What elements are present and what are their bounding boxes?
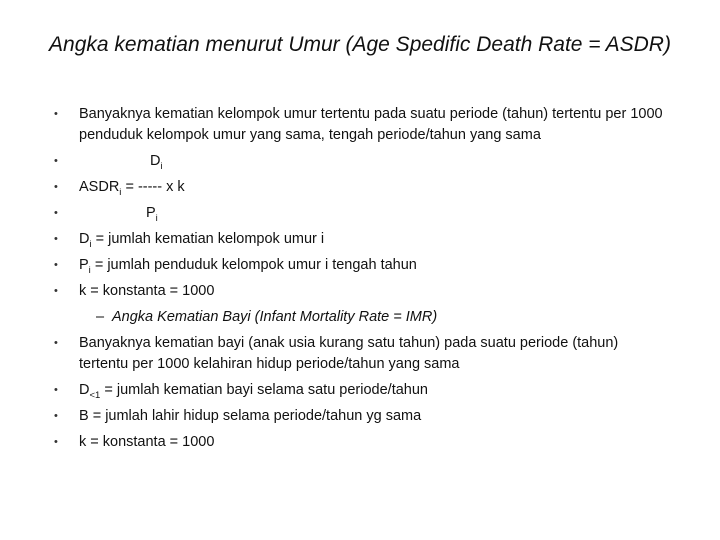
- list-item: [0, 229, 720, 250]
- list-item: [0, 203, 720, 224]
- slide-title: Angka kematian menurut Umur (Age Spedific Death Rate = ASDR): [49, 33, 671, 56]
- bullet-icon: •: [54, 436, 58, 448]
- bullet-list: [0, 104, 720, 458]
- di-definition: [0, 229, 669, 250]
- formula-line: [0, 177, 669, 198]
- dash-icon: –: [96, 309, 105, 325]
- list-item: [0, 333, 720, 375]
- formula-lhs-sub: i: [119, 186, 122, 198]
- k-constant: k = konstanta = 1000: [79, 283, 215, 299]
- denominator-var: P: [146, 205, 156, 221]
- pi-var: P: [79, 257, 89, 273]
- pi-sub: i: [88, 264, 91, 276]
- formula-rest: = ----- x k: [121, 179, 185, 195]
- bullet-icon: •: [54, 285, 58, 297]
- list-item: [0, 432, 720, 453]
- d1-sub: <1: [89, 389, 101, 401]
- pi-desc: = jumlah penduduk kelompok umur i tengah tahun: [90, 257, 417, 273]
- k-constant-2: k = konstanta = 1000: [79, 434, 215, 450]
- pi-definition: [0, 255, 669, 276]
- list-item: [0, 281, 720, 302]
- list-item: [0, 380, 720, 401]
- bullet-icon: •: [54, 233, 58, 245]
- bullet-icon: •: [54, 410, 58, 422]
- bullet-icon: •: [54, 207, 58, 219]
- bullet-icon: •: [54, 384, 58, 396]
- bullet-icon: •: [54, 181, 58, 193]
- sub-item: [0, 307, 720, 328]
- di-sub: i: [89, 238, 92, 250]
- di-desc: = jumlah kematian kelompok umur i: [91, 231, 325, 247]
- formula-numerator: [0, 151, 720, 172]
- numerator-var: D: [150, 153, 161, 169]
- numerator-sub: i: [160, 160, 163, 172]
- d1-definition: [0, 380, 669, 401]
- imr-definition: Banyaknya kematian bayi (anak usia kurang satu tahun) pada suatu periode (tahun) tertentu per 1000 kelahiran hidup periode/tahun yang sama: [79, 335, 619, 372]
- di-var: D: [79, 231, 90, 247]
- imr-heading: Angka Kematian Bayi (Infant Mortality Rate = IMR): [112, 309, 438, 325]
- denominator-sub: i: [155, 212, 158, 224]
- list-item: [0, 406, 720, 427]
- d1-desc: = jumlah kematian bayi selama satu periode/tahun: [100, 382, 428, 398]
- formula-lhs-var: ASDR: [79, 179, 120, 195]
- b-definition: B = jumlah lahir hidup selama periode/tahun yg sama: [79, 408, 422, 424]
- list-item: [0, 104, 720, 146]
- list-item: [0, 255, 720, 276]
- definition-text: Banyaknya kematian kelompok umur tertentu pada suatu periode (tahun) tertentu per 1000 penduduk kelompok umur yang sama, tengah periode/tahun yang sama: [79, 106, 663, 143]
- bullet-icon: •: [54, 259, 58, 271]
- bullet-icon: •: [54, 108, 58, 120]
- list-item: [0, 151, 720, 172]
- list-item: [0, 177, 720, 198]
- formula-denominator: [0, 203, 720, 224]
- d1-var: D: [79, 382, 90, 398]
- bullet-icon: •: [54, 155, 58, 167]
- bullet-icon: •: [54, 337, 58, 349]
